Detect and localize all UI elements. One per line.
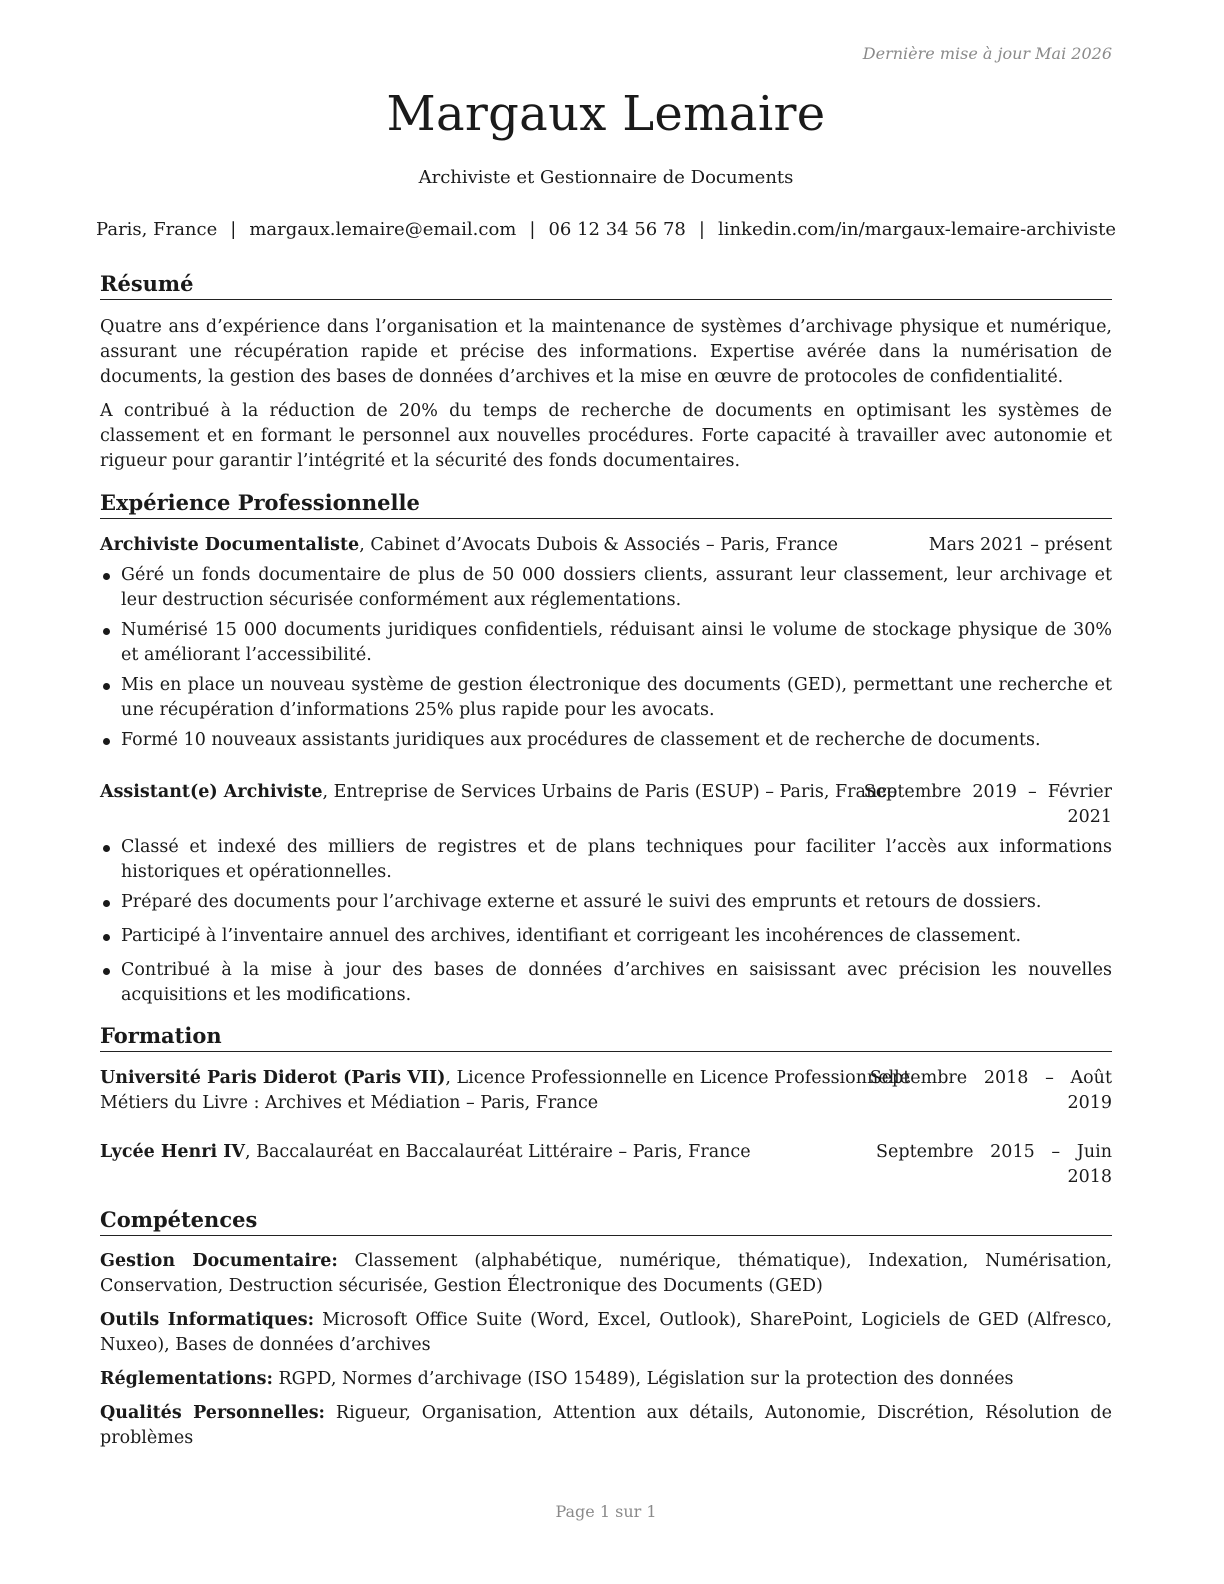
- job-dates-line-1: Septembre 2019 – Février: [863, 782, 1112, 802]
- education-line-1: [100, 1066, 910, 1091]
- education-school: Université Paris Diderot (Paris VII): [100, 1068, 446, 1088]
- education-school: Lycée Henri IV: [100, 1142, 245, 1162]
- job-bullet: Numérisé 15 000 documents juridiques confidentiels, réduisant ainsi le volume de stockage physique de 30% et améliorant l’accessibilité.: [100, 618, 1112, 668]
- job-bullet: Préparé des documents pour l’archivage externe et assuré le suivi des emprunts et retours de dossiers.: [100, 890, 1112, 915]
- skill-value: RGPD, Normes d’archivage (ISO 15489), Législation sur la protection des données: [272, 1369, 1014, 1389]
- job-header: [100, 780, 1112, 830]
- job-title-line: [100, 533, 838, 558]
- job-header: [100, 533, 1112, 558]
- contact-phone: 06 12 34 56 78: [548, 219, 686, 240]
- skill-row: [100, 1249, 1112, 1299]
- skill-label: Outils Informatiques:: [100, 1310, 315, 1330]
- education-dates-line-1: Septembre 2018 – Août: [869, 1068, 1112, 1088]
- section-heading-skills: Compétences: [100, 1207, 1112, 1236]
- contact-separator: |: [698, 219, 705, 240]
- contact-linkedin[interactable]: linkedin.com/in/margaux-lemaire-archiviste: [717, 219, 1116, 240]
- candidate-name: Margaux Lemaire: [386, 86, 826, 142]
- job-bullet: Contribué à la mise à jour des bases de données d’archives en saisissant avec précision les nouvelles acquisitions et les modifications.: [100, 958, 1112, 1008]
- education-line-1: [100, 1140, 751, 1165]
- skill-value: Classement (alphabétique, numérique, thématique), Indexation, Numérisation, Conservation, Destruction sécurisée, Gestion Électronique des Documents (GED): [100, 1251, 1112, 1296]
- summary-paragraph-2: A contribué à la réduction de 20% du temps de recherche de documents en optimisant les systèmes de classement et en formant le personnel aux nouvelles procédures. Forte capacité à travailler avec autonomie et rigueur pour garantir l’intégrité et la sécurité des fonds documentaires.: [100, 401, 1112, 471]
- job-title-line: [100, 780, 897, 805]
- candidate-title: Archiviste et Gestionnaire de Documents: [418, 167, 794, 188]
- job-bullet: Géré un fonds documentaire de plus de 50 000 dossiers clients, assurant leur classement, leur archivage et leur destruction sécurisée conformément aux réglementations.: [100, 563, 1112, 613]
- job-dates-line-2: 2021: [1067, 807, 1112, 827]
- contact-separator: |: [230, 219, 237, 240]
- last-updated: Dernière mise à jour Mai 2026: [862, 44, 1112, 63]
- skill-value: Microsoft Office Suite (Word, Excel, Outlook), SharePoint, Logiciels de GED (Alfresco, Nuxeo), Bases de données d’archives: [100, 1310, 1112, 1355]
- section-heading-experience: Expérience Professionnelle: [100, 490, 1112, 519]
- education-dates-line-2: 2019: [1067, 1093, 1112, 1113]
- skill-row: [100, 1401, 1112, 1451]
- education-dates-line-1: Septembre 2015 – Juin: [876, 1142, 1112, 1162]
- job-role: Assistant(e) Archiviste: [100, 782, 323, 802]
- job-bullets: [100, 563, 1112, 753]
- job-bullet: Formé 10 nouveaux assistants juridiques aux procédures de classement et de recherche de documents.: [100, 728, 1112, 753]
- contact-location: Paris, France: [96, 219, 218, 240]
- education-degree: , Licence Professionnelle en Licence Professionnelle: [445, 1068, 911, 1088]
- education-entry: [100, 1066, 1112, 1116]
- job-dates: Mars 2021 – présent: [928, 535, 1112, 555]
- education-degree: , Baccalauréat en Baccalauréat Littéraire – Paris, France: [244, 1142, 751, 1162]
- job-bullets: [100, 835, 1112, 1008]
- page-number: Page 1 sur 1: [555, 1502, 657, 1521]
- education-degree-line-2: Métiers du Livre : Archives et Médiation – Paris, France: [100, 1093, 599, 1113]
- skill-label: Qualités Personnelles:: [100, 1403, 326, 1423]
- skill-label: Gestion Documentaire:: [100, 1251, 338, 1271]
- skill-label: Réglementations:: [100, 1369, 273, 1389]
- section-heading-summary: Résumé: [100, 271, 1112, 300]
- skill-row: [100, 1367, 1112, 1392]
- education-entry: [100, 1140, 1112, 1190]
- job-bullet: Participé à l’inventaire annuel des archives, identifiant et corrigeant les incohérences de classement.: [100, 924, 1112, 949]
- job-role: Archiviste Documentaliste: [100, 535, 360, 555]
- job-employer: , Entreprise de Services Urbains de Paris (ESUP) – Paris, France: [322, 782, 898, 802]
- job-employer: , Cabinet d’Avocats Dubois & Associés – Paris, France: [359, 535, 839, 555]
- contact-email[interactable]: margaux.lemaire@email.com: [249, 219, 517, 240]
- job-bullet: Classé et indexé des milliers de registres et de plans techniques pour faciliter l’accès aux informations historiques et opérationnelles.: [100, 835, 1112, 885]
- summary-paragraph-1: Quatre ans d’expérience dans l’organisation et la maintenance de systèmes d’archivage physique et numérique, assurant une récupération rapide et précise des informations. Expertise avérée dans la numérisation de documents, la gestion des bases de données d’archives et la mise en œuvre de protocoles de confidentialité.: [100, 317, 1112, 387]
- section-heading-education: Formation: [100, 1023, 1112, 1052]
- contact-separator: |: [529, 219, 536, 240]
- contact-line: [90, 219, 1122, 240]
- resume-page: [96, 0, 1116, 1584]
- education-dates-line-2: 2018: [1067, 1167, 1112, 1187]
- job-bullet: Mis en place un nouveau système de gestion électronique des documents (GED), permettant une recherche et une récupération d’informations 25% plus rapide pour les avocats.: [100, 673, 1112, 723]
- skill-row: [100, 1308, 1112, 1358]
- skill-value: Rigueur, Organisation, Attention aux détails, Autonomie, Discrétion, Résolution de problèmes: [100, 1403, 1112, 1448]
